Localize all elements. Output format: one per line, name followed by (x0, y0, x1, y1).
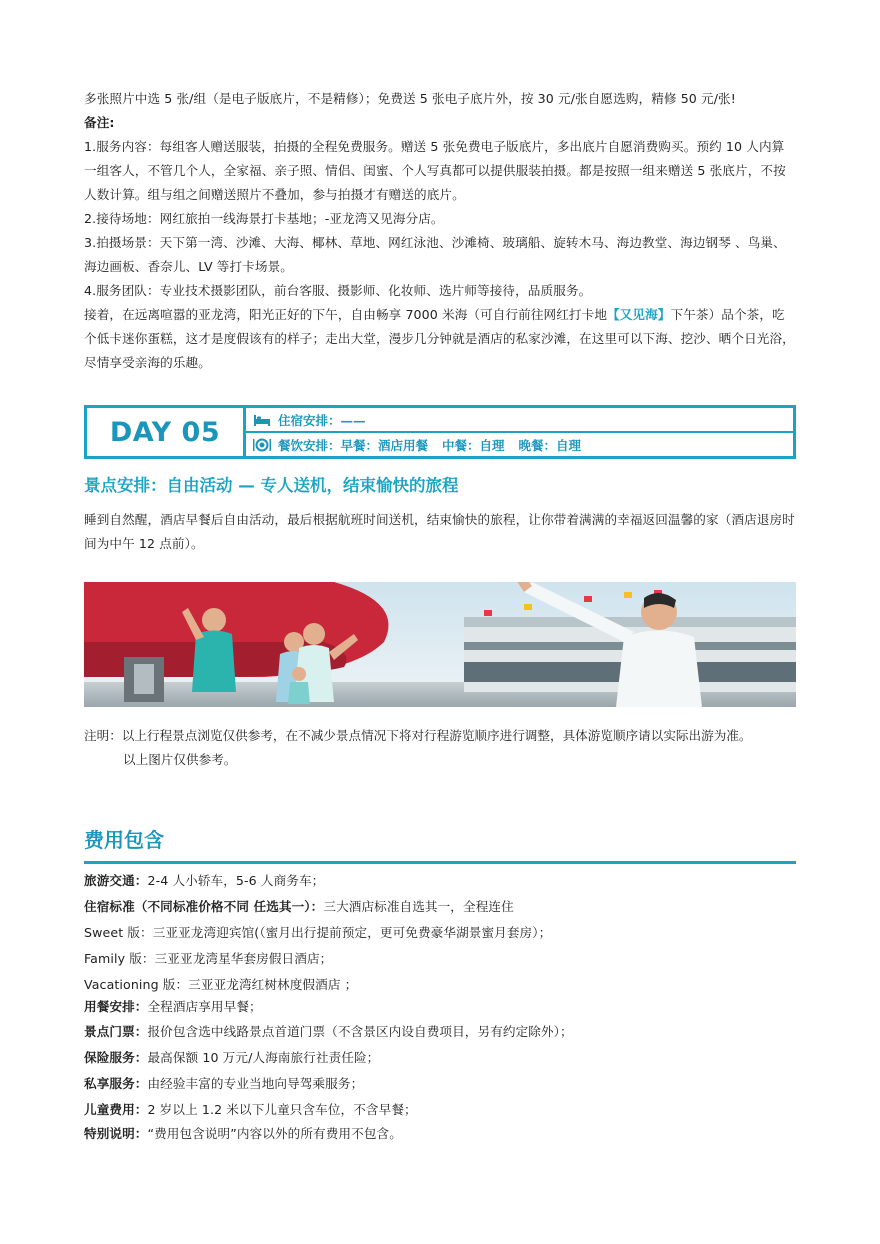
airport-banner-image (84, 582, 796, 707)
dining-icon (252, 436, 272, 454)
day-info (246, 408, 793, 456)
fee-row-label: 特别说明： (84, 1126, 148, 1141)
note-line-2: 以上图片仅供参考。 (123, 752, 237, 767)
fee-row (84, 995, 796, 1019)
afternoon-text-b: 下午茶）品个茶，吃个低卡迷你蛋糕，这才是度假该有的样子；走出大堂，漫步几分钟就是酒店的私家沙滩，在这里可以下海、挖沙、晒个日光浴，尽情享受亲海的乐趣。 (84, 307, 795, 370)
fee-row (84, 1123, 796, 1145)
fee-row-text: 报价包含选中线路景点首道门票（不含景区内设自费项目，另有约定除外）； (147, 1024, 573, 1039)
fee-row (84, 1071, 796, 1097)
fee-row-label: 私享服务： (84, 1076, 148, 1091)
afternoon-text-a: 接着，在远离喧嚣的亚龙湾，阳光正好的下午，自由畅享 7000 米海（可自行前往网红打卡地 (84, 307, 608, 322)
intro-section (84, 87, 796, 375)
fee-list (84, 868, 796, 1145)
fee-row (84, 975, 796, 995)
remark-label: 备注: (84, 115, 115, 130)
fee-row-text: 最高保额 10 万元/人海南旅行社责任险； (147, 1050, 380, 1065)
fee-row-text: 由经验丰富的专业当地向导驾乘服务； (147, 1076, 364, 1091)
fee-row-text: 全程酒店享用早餐； (147, 999, 262, 1014)
note-line-1: 注明：以上行程景点浏览仅供参考，在不减少景点情况下将对行程游览顺序进行调整，具体游览顺序请以实际出游为准。 (84, 728, 752, 743)
meal-row (246, 431, 793, 456)
note-section (84, 724, 751, 772)
remark-item-4: 4.服务团队：专业技术摄影团队，前台客服、摄影师、化妆师、选片师等接待，品质服务。 (84, 283, 592, 298)
remark-item-2: 2.接待场地：网红旅拍一线海景打卡基地；-亚龙湾又见海分店。 (84, 211, 444, 226)
intro-line: 多张照片中选 5 张/组（是电子版底片，不是精修）；免费送 5 张电子底片外，按 30 元/张自愿选购，精修 50 元/张! (84, 91, 736, 106)
fee-row-text: 2 岁以上 1.2 米以下儿童只含车位，不含早餐； (147, 1102, 417, 1117)
spot-description: 睡到自然醒，酒店早餐后自由活动，最后根据航班时间送机，结束愉快的旅程，让你带着满满的幸福返回温馨的家（酒店退房时间为中午 12 点前）。 (84, 512, 795, 551)
day-title: DAY 05 (87, 408, 246, 456)
day-header-box (84, 405, 796, 459)
afternoon-paragraph (84, 303, 796, 375)
fee-row (84, 868, 796, 894)
fee-row-text: 三大酒店标准自选其一，全程连住 (323, 899, 514, 914)
lunch-label: 中餐：自理 (442, 437, 505, 453)
fee-row-label: 用餐安排： (84, 999, 148, 1014)
fee-row-label: 景点门票： (84, 1024, 148, 1039)
fee-row (84, 894, 796, 920)
fee-row (84, 1045, 796, 1071)
fee-row-text: 2-4 人小轿车，5-6 人商务车； (147, 873, 325, 888)
bed-icon (252, 411, 272, 429)
fee-row (84, 920, 796, 946)
dinner-label: 晚餐：自理 (518, 437, 582, 453)
spot-title: 景点安排：自由活动 — 专人送机，结束愉快的旅程 (84, 476, 459, 495)
meal-label: 餐饮安排：早餐：酒店用餐 (278, 437, 429, 453)
lodging-row (246, 408, 793, 431)
afternoon-highlight: 【又见海】 (607, 307, 671, 322)
fee-row-text: Sweet 版：三亚亚龙湾迎宾馆(（蜜月出行提前预定，更可免费豪华湖景蜜月套房）； (84, 925, 552, 940)
fee-row-label: 儿童费用： (84, 1102, 148, 1117)
lodging-label: 住宿安排：—— (278, 412, 366, 428)
remark-item-1: 1.服务内容：每组客人赠送服装，拍摄的全程免费服务。赠送 5 张免费电子版底片，多出底片自愿消费购买。预约 10 人内算一组客人，不管几个人，全家福、亲子照、情侣、闺蜜、个人写真都可以提供服装拍摄。都是按照一组来赠送 5 张底片，不按人数计算。组与组之间赠送照片不叠加，参与拍摄才有赠送的底片。 (84, 139, 786, 202)
fee-row-text: “费用包含说明”内容以外的所有费用不包含。 (147, 1126, 402, 1141)
fee-row (84, 946, 796, 972)
fee-row-label: 保险服务： (84, 1050, 148, 1065)
fee-row-label: 住宿标准（不同标准价格不同 任选其一）： (84, 899, 324, 914)
fee-row (84, 1019, 796, 1045)
fee-row-text: Family 版：三亚亚龙湾星华套房假日酒店； (84, 951, 333, 966)
fee-row (84, 1097, 796, 1123)
remark-item-3: 3.拍摄场景：天下第一湾、沙滩、大海、椰林、草地、网红泳池、沙滩椅、玻璃船、旋转木马、海边教堂、海边钢琴 、鸟巢、海边画板、香奈儿、LV 等打卡场景。 (84, 235, 786, 274)
fee-section-title: 费用包含 (84, 824, 796, 864)
fee-row-label: 旅游交通： (84, 873, 148, 888)
fee-row-text: Vacationing 版：三亚亚龙湾红树林度假酒店 ； (84, 977, 358, 992)
